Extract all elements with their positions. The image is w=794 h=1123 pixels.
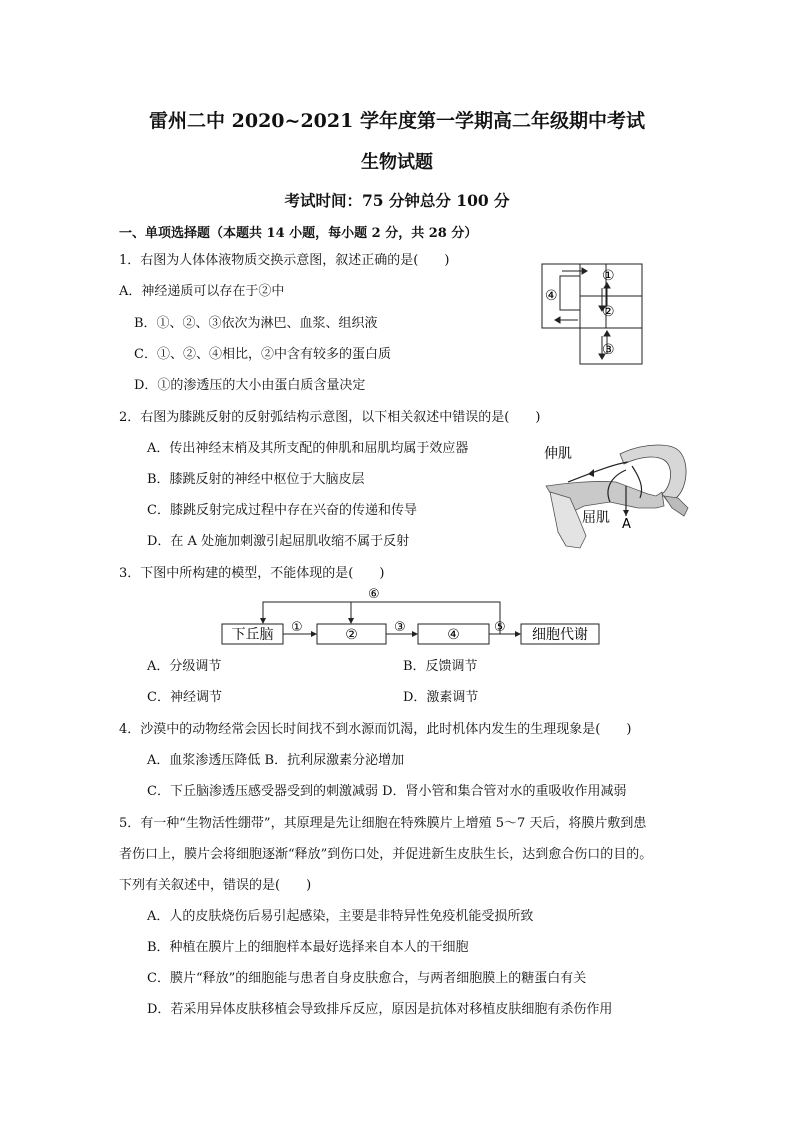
arrow-label-6: ⑥ (368, 587, 380, 602)
q5-line2: 者伤口上，膜片会将细胞逐渐“释放”到伤口处，并促进新生皮肤生长，达到愈合伤口的目的。 (119, 847, 653, 862)
q2-stem: 2．右图为膝跳反射的反射弧结构示意图，以下相关叙述中错误的是( ) (119, 410, 541, 425)
q4-stem: 4．沙漠中的动物经常会因长时间找不到水源而饥渴，此时机体内发生的生理现象是( ) (119, 722, 632, 737)
q2-option-a: A．传出神经末梢及其所支配的伸肌和屈肌均属于效应器 (147, 441, 469, 456)
extensor-label: 伸肌 (544, 446, 572, 462)
q3-option-a: A．分级调节 (147, 659, 222, 674)
regulation-model-diagram (215, 584, 610, 650)
arrow-label-3: ③ (394, 620, 406, 635)
box-2: ② (345, 627, 358, 643)
q2-option-d: D．在 A 处施加刺激引起屈肌收缩不属于反射 (147, 534, 410, 549)
point-a-label: A (622, 517, 631, 532)
fig-label-3: ③ (602, 342, 615, 358)
q4-options-ab: A．血浆渗透压降低 B．抗利尿激素分泌增加 (147, 753, 405, 768)
q3-stem: 3．下图中所构建的模型，不能体现的是( ) (119, 566, 385, 581)
flexor-label: 屈肌 (582, 510, 610, 526)
q3-option-d: D．激素调节 (403, 690, 479, 705)
exam-title: 雷州二中 2020~2021 学年度第一学期高二年级期中考试 (149, 110, 645, 132)
q2-option-b: B．膝跳反射的神经中枢位于大脑皮层 (147, 472, 365, 487)
arrow-label-1: ① (291, 620, 303, 635)
q5-line1: 5．有一种“生物活性绷带”，其原理是先让细胞在特殊膜片上增殖 5～7 天后，将膜片敷到患 (119, 816, 647, 831)
q5-option-c: C．膜片“释放”的细胞能与患者自身皮肤愈合，与两者细胞膜上的糖蛋白有关 (147, 971, 587, 986)
arrow-label-5: ⑤ (494, 620, 506, 635)
q5-option-b: B．种植在膜片上的细胞样本最好选择来自本人的干细胞 (147, 940, 469, 955)
knee-reflex-diagram (528, 436, 694, 552)
q3-option-c: C．神经调节 (147, 690, 222, 705)
q1-option-c: C．①、②、④相比，②中含有较多的蛋白质 (134, 347, 391, 362)
box-cell-metabolism: 细胞代谢 (532, 627, 588, 643)
section-heading: 一、单项选择题（本题共 14 小题，每小题 2 分，共 28 分） (119, 226, 478, 241)
q5-option-a: A．人的皮肤烧伤后易引起感染，主要是非特异性免疫机能受损所致 (147, 909, 534, 924)
body-fluid-diagram (538, 258, 658, 374)
q5-line3: 下列有关叙述中，错误的是( ) (119, 878, 312, 893)
q1-option-a: A．神经递质可以存在于②中 (119, 284, 285, 299)
fig-label-4: ④ (545, 288, 558, 304)
q5-option-d: D．若采用异体皮肤移植会导致排斥反应，原因是抗体对移植皮肤细胞有杀伤作用 (147, 1002, 613, 1017)
box-4: ④ (447, 627, 460, 643)
q3-option-b: B．反馈调节 (403, 659, 478, 674)
q1-stem: 1．右图为人体体液物质交换示意图，叙述正确的是( ) (119, 253, 450, 268)
q1-option-b: B．①、②、③依次为淋巴、血浆、组织液 (134, 316, 378, 331)
fig-label-1: ① (602, 268, 615, 284)
q1-option-d: D．①的渗透压的大小由蛋白质含量决定 (134, 378, 366, 393)
box-hypothalamus: 下丘脑 (231, 627, 274, 643)
fig-label-2: ② (602, 304, 615, 320)
exam-subtitle: 生物试题 (361, 152, 433, 173)
q2-option-c: C．膝跳反射完成过程中存在兴奋的传递和传导 (147, 503, 417, 518)
exam-info: 考试时间：75 分钟总分 100 分 (284, 191, 510, 210)
q4-options-cd: C．下丘脑渗透压感受器受到的刺激减弱 D．肾小管和集合管对水的重吸收作用减弱 (147, 784, 627, 799)
